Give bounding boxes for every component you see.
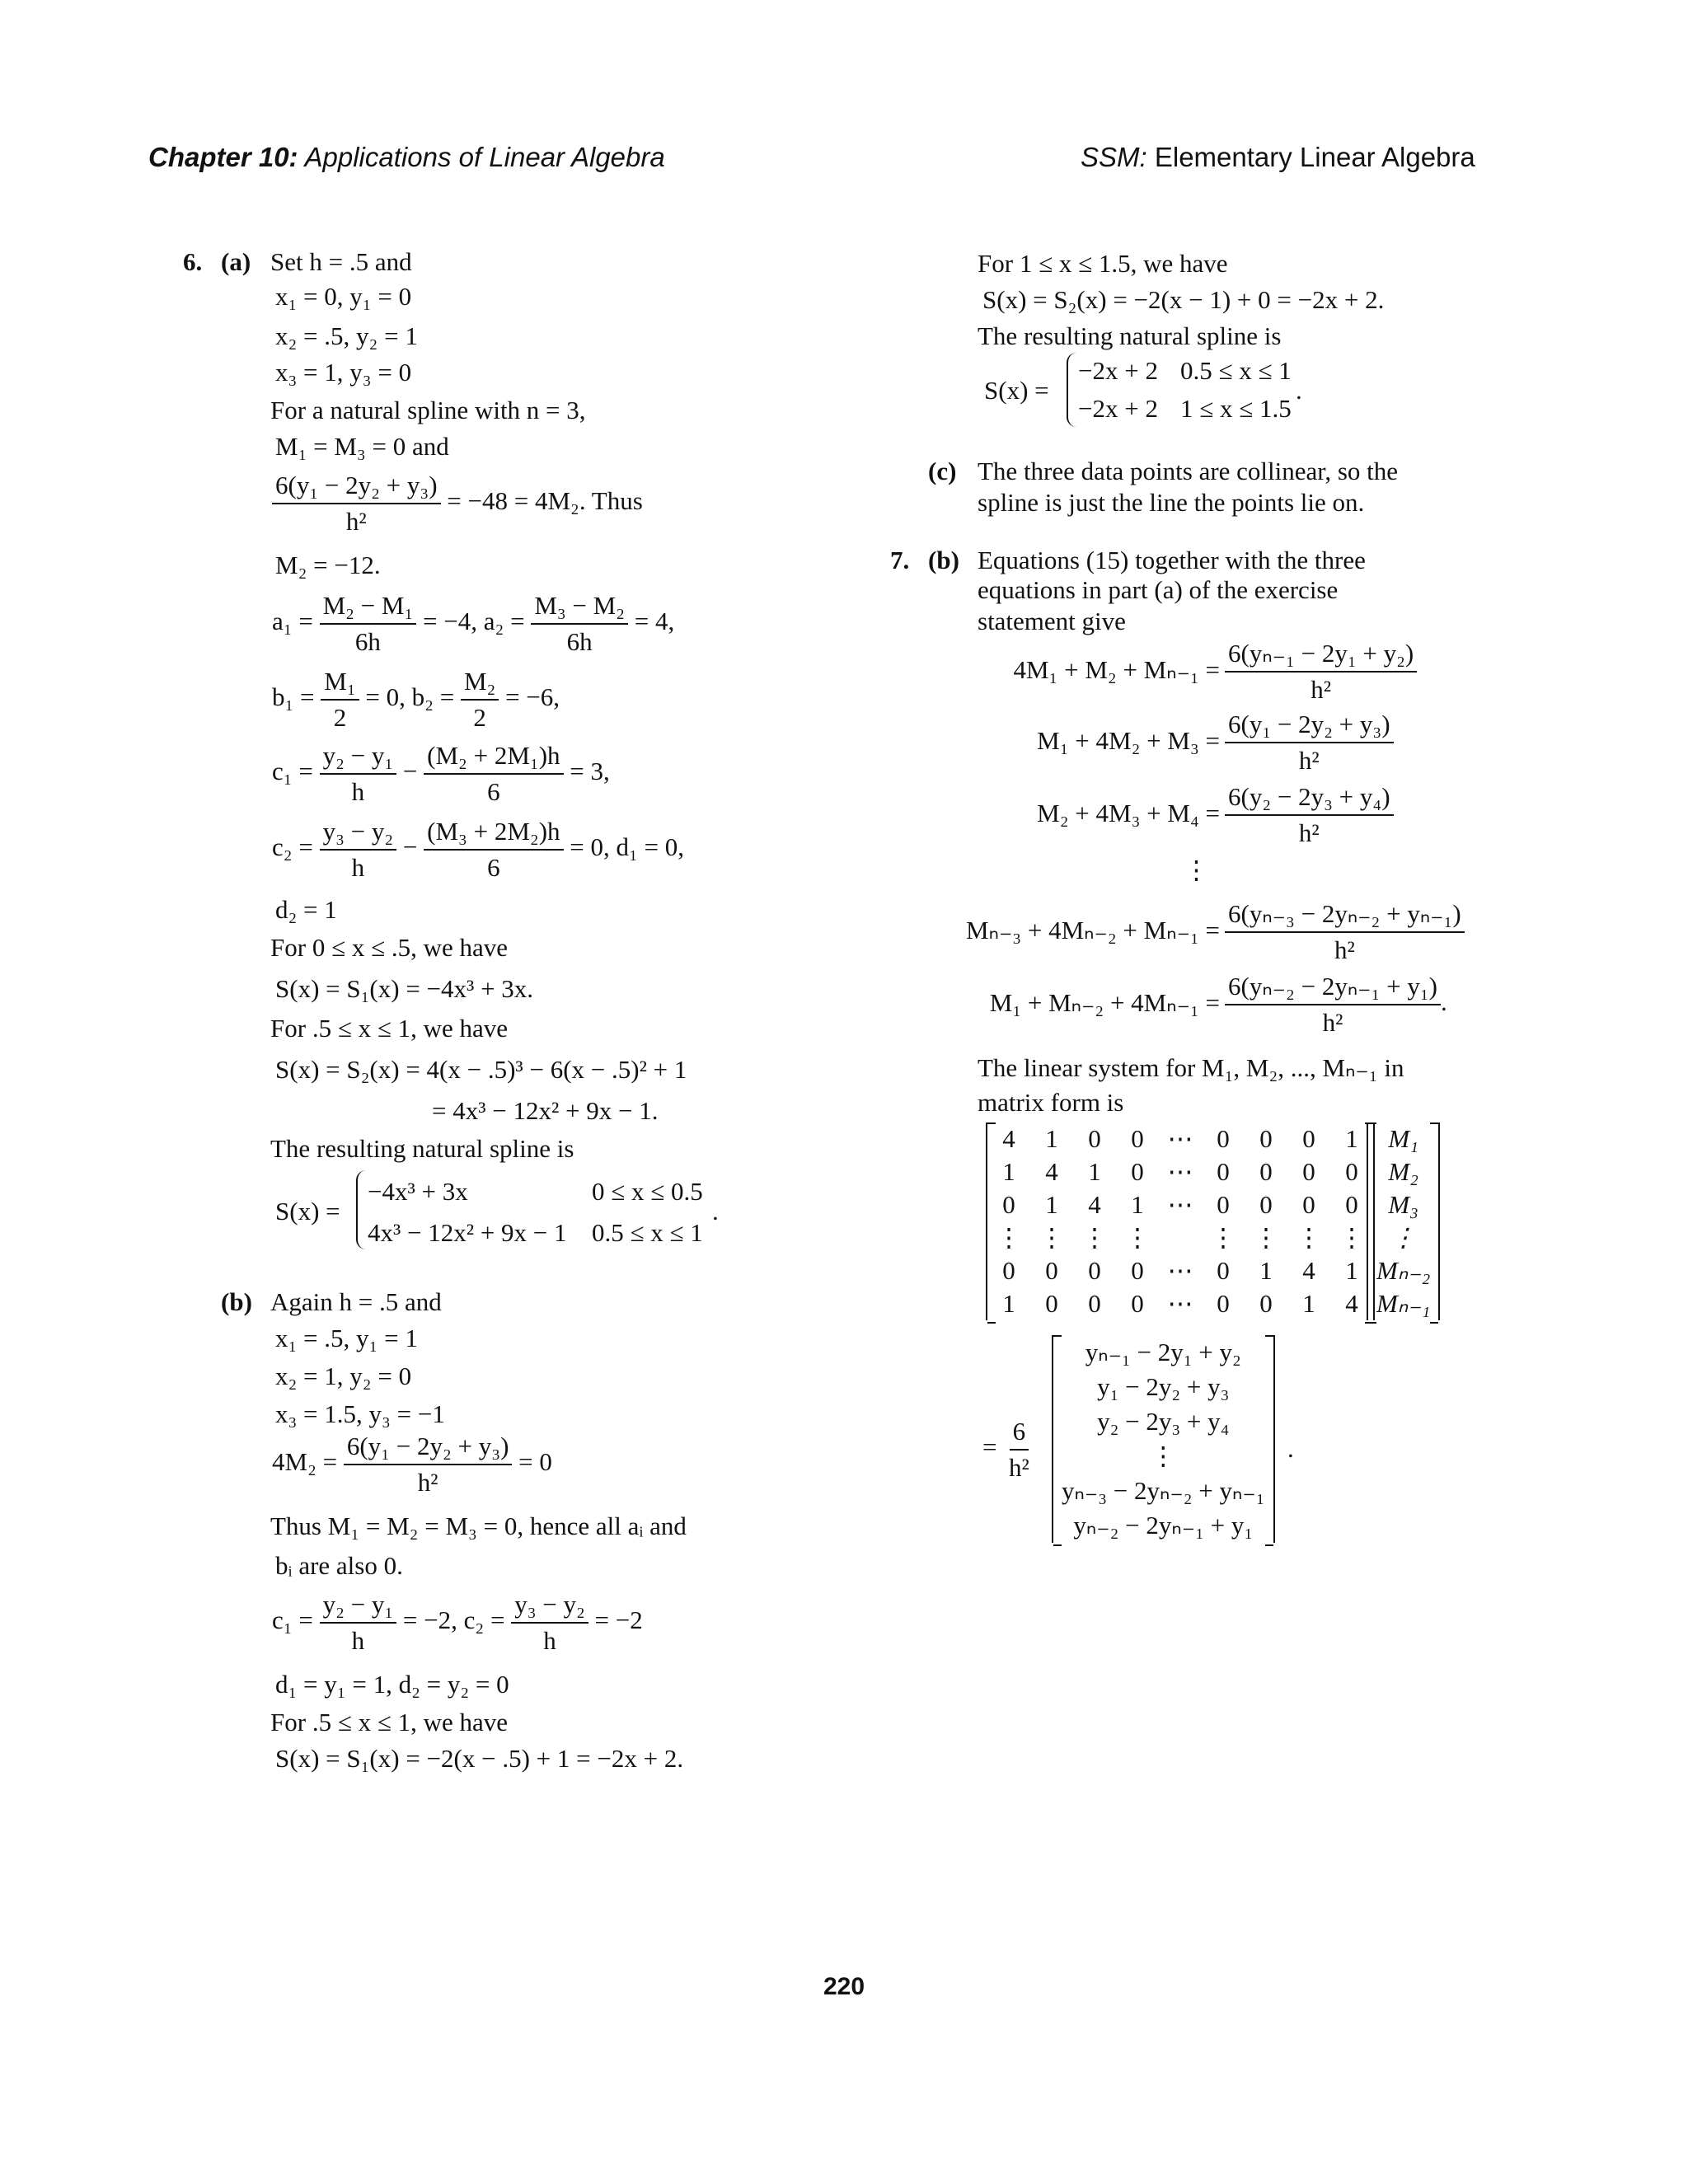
matrix-cell: 1 (1088, 1157, 1101, 1186)
spline-lhs: S(x) = (275, 1197, 340, 1226)
vector-row (1368, 1221, 1438, 1254)
fraction: $\frac{\text{y₂ − y₁}}{h}$ (320, 1589, 397, 1657)
fraction: $\frac{\text{y₂ − y₁}}{h}$ (320, 740, 397, 808)
math-line: d₁ = y₁ = 1, d₂ = y₂ = 0 (275, 1670, 509, 1699)
matrix-cell: ⋮ (1210, 1223, 1236, 1252)
math-line: S(x) = S₂(x) = −2(x − 1) + 0 = −2x + 2. (982, 285, 1385, 314)
matrix-cell: 1 (1002, 1157, 1015, 1186)
text-line: bᵢ are also 0. (275, 1551, 403, 1580)
vector-entry: M₁ (1388, 1124, 1418, 1153)
vector-entry: M₃ (1388, 1190, 1418, 1219)
vector-row (1053, 1335, 1273, 1370)
equation-rhs (1225, 971, 1447, 1038)
vector-row (1053, 1474, 1273, 1508)
unknown-vector-table (1368, 1122, 1438, 1320)
fraction: $\frac{\text{6(y₁ − 2y₂ + y₃)}}{\text{h²}}$ (1225, 709, 1394, 776)
matrix-cell: 4 (1045, 1157, 1058, 1186)
left-column (0, 0, 844, 1896)
chapter-title: Applications of Linear Algebra (298, 142, 665, 172)
fraction: $\frac{6}{\text{h²}}$ (1009, 1417, 1029, 1482)
equation-lhs: 4M₂ = (272, 1447, 338, 1477)
vector-row (1368, 1254, 1438, 1287)
equation-lhs: c₁ = (272, 757, 313, 786)
equation-lhs: c₂ = (272, 832, 313, 862)
matrix-cell: 4 (1088, 1190, 1101, 1219)
math-line: x₂ = 1, y₂ = 0 (275, 1361, 412, 1390)
fraction: $\frac{\text{6(yₙ₋₂ − 2yₙ₋₁ + y₁)}}{\text{h²}}$ (1225, 971, 1441, 1038)
matrix-cell: ⋯ (1167, 1124, 1193, 1153)
text-line: For .5 ≤ x ≤ 1, we have (270, 1014, 509, 1043)
period: . (1287, 1434, 1294, 1463)
equation-line (272, 816, 684, 883)
problem-7-number: 7. (890, 546, 910, 574)
text-line: equations in part (a) of the exercise (978, 575, 1339, 604)
vector-entry: Mₙ₋₂ (1376, 1256, 1431, 1285)
text-line: Again h = .5 and (270, 1287, 442, 1316)
matrix-cell: 0 (1302, 1157, 1315, 1186)
fraction: $\frac{\text{y₃ − y₂}}{h}$ (511, 1589, 588, 1657)
vector-row (1053, 1370, 1273, 1404)
fraction: $\frac{\text{6(yₙ₋₁ − 2y₁ + y₂)}}{\text{h²}}$ (1225, 638, 1417, 705)
matrix-cell: 0 (1088, 1256, 1101, 1285)
matrix-cell: ⋯ (1167, 1157, 1193, 1186)
matrix-cell: ⋮ (1039, 1223, 1065, 1252)
equals-sign: = (982, 1432, 997, 1461)
math-line: M₂ = −12. (275, 551, 381, 579)
spline-piece-expr: −2x + 2 (1078, 356, 1158, 385)
unknown-vector (1367, 1122, 1440, 1320)
equation-line (272, 470, 643, 537)
matrix-cell: ⋮ (1081, 1223, 1108, 1252)
spline-piece-cond: 0.5 ≤ x ≤ 1 (592, 1218, 703, 1247)
matrix-cell: 0 (1259, 1157, 1273, 1186)
vector-entry: y₁ − 2y₂ + y₃ (1097, 1372, 1230, 1401)
matrix-cell: 1 (1045, 1190, 1058, 1219)
equation-line (272, 590, 674, 658)
text-line: matrix form is (978, 1088, 1124, 1117)
text-line: The resulting natural spline is (270, 1134, 574, 1163)
vector-entry: ⋮ (1150, 1441, 1176, 1470)
text-line: For .5 ≤ x ≤ 1, we have (270, 1708, 509, 1736)
equation-tail: = −4, a₂ = (423, 607, 525, 636)
equation-line (272, 740, 610, 808)
matrix-cell: 1 (1259, 1256, 1273, 1285)
part-7b-label: (b) (928, 546, 959, 574)
matrix-cell: 0 (1302, 1124, 1315, 1153)
matrix-cell: 0 (1002, 1190, 1015, 1219)
text-line: Thus M₁ = M₂ = M₃ = 0, hence all aᵢ and (270, 1511, 687, 1540)
matrix-cell: ⋮ (1124, 1223, 1151, 1252)
minus-sign: − (402, 832, 418, 862)
matrix-cell: 1 (1345, 1256, 1358, 1285)
matrix-row (987, 1221, 1373, 1254)
matrix-cell: 0 (1131, 1289, 1144, 1318)
vector-row (1368, 1188, 1438, 1221)
matrix-cell: ⋮ (1339, 1223, 1365, 1252)
matrix-row (987, 1122, 1373, 1155)
math-line: x₁ = 0, y₁ = 0 (275, 282, 412, 311)
math-line: x₃ = 1.5, y₃ = −1 (275, 1399, 445, 1428)
vector-entry: M₂ (1388, 1157, 1418, 1186)
matrix-cell: 0 (1345, 1190, 1358, 1219)
rhs-vector (1052, 1335, 1275, 1543)
matrix-cell: 0 (1217, 1190, 1230, 1219)
vector-entry: yₙ₋₁ − 2y₁ + y₂ (1085, 1338, 1241, 1366)
equation-lhs: M₁ + Mₙ₋₂ + 4Mₙ₋₁ = (989, 988, 1220, 1017)
matrix-row (987, 1254, 1373, 1287)
equation-line (272, 666, 560, 733)
equation-lhs: c₁ = (272, 1605, 313, 1635)
matrix-cell: ⋯ (1167, 1256, 1193, 1285)
matrix-cell: 0 (1259, 1289, 1273, 1318)
matrix-cell: 4 (1002, 1124, 1015, 1153)
vector-entry: Mₙ₋₁ (1376, 1289, 1431, 1318)
matrix-cell: 1 (1045, 1124, 1058, 1153)
equation-tail: = −6, (505, 682, 560, 712)
spline-piece-cond: 1 ≤ x ≤ 1.5 (1180, 394, 1292, 423)
coefficient-matrix (986, 1122, 1375, 1320)
fraction: $\frac{\text{(M₃ + 2M₂)h}}{6}$ (424, 816, 563, 883)
equation-lhs: M₁ + 4M₂ + M₃ = (1037, 726, 1220, 755)
matrix-cell: 0 (1131, 1124, 1144, 1153)
matrix-cell: ⋯ (1167, 1289, 1193, 1318)
vector-entry: yₙ₋₃ − 2yₙ₋₂ + yₙ₋₁ (1062, 1476, 1265, 1505)
equation-lhs: 4M₁ + M₂ + Mₙ₋₁ = (1013, 655, 1220, 684)
spline-piece-expr: −4x³ + 3x (368, 1177, 468, 1206)
vector-row (1368, 1287, 1438, 1320)
text-line: The three data points are collinear, so the (978, 457, 1399, 485)
vector-entry: y₂ − 2y₃ + y₄ (1097, 1407, 1230, 1436)
part-6c-label: (c) (928, 457, 957, 485)
fraction: $\frac{\text{(M₂ + 2M₁)h}}{6}$ (424, 740, 563, 808)
matrix-cell: 1 (1302, 1289, 1315, 1318)
fraction: $\frac{\text{M₂}}{2}$ (461, 666, 499, 733)
matrix-cell: ⋯ (1167, 1190, 1193, 1219)
equation-lhs: b₁ = (272, 682, 315, 712)
equation-rhs (1225, 638, 1417, 705)
matrix-row (987, 1188, 1373, 1221)
equation-lhs: M₂ + 4M₃ + M₄ = (1037, 799, 1220, 827)
vertical-ellipsis: ⋮ (1184, 855, 1209, 884)
spline-piece-expr: 4x³ − 12x² + 9x − 1 (368, 1218, 567, 1247)
matrix-cell: ⋮ (1253, 1223, 1279, 1252)
vector-row (1053, 1404, 1273, 1439)
matrix-cell: 1 (1131, 1190, 1144, 1219)
matrix-cell: 0 (1259, 1124, 1273, 1153)
matrix-cell: 0 (1045, 1289, 1058, 1318)
math-line: x₁ = .5, y₁ = 1 (275, 1324, 418, 1352)
matrix-cell: 0 (1217, 1256, 1230, 1285)
part-6b-label: (b) (221, 1287, 252, 1316)
coefficient-matrix-table (987, 1122, 1373, 1320)
minus-sign: − (402, 757, 418, 786)
period: . (1440, 987, 1447, 1017)
matrix-cell: ⋮ (996, 1223, 1022, 1252)
problem-6-number: 6. (183, 247, 203, 276)
text-line: spline is just the line the points lie on. (978, 488, 1365, 517)
equation-tail: = 0, b₂ = (365, 682, 455, 712)
equation-lhs: a₁ = (272, 607, 313, 636)
math-line: = 4x³ − 12x² + 9x − 1. (432, 1096, 659, 1125)
part-6a-label: (a) (221, 247, 251, 276)
equation-tail: = 0, d₁ = 0, (570, 832, 685, 862)
matrix-cell: 0 (1002, 1256, 1015, 1285)
fraction: $\frac{\text{6(y₁ − 2y₂ + y₃)}}{\text{h²}}$ (344, 1431, 513, 1498)
matrix-cell: 0 (1217, 1157, 1230, 1186)
equation-rhs (1225, 898, 1465, 966)
equation-tail: = 3, (570, 757, 610, 786)
matrix-cell: 0 (1217, 1289, 1230, 1318)
matrix-cell: 4 (1302, 1256, 1315, 1285)
equation-tail: = 0 (518, 1447, 552, 1477)
page-number: 220 (823, 1973, 865, 2000)
matrix-cell: 0 (1345, 1157, 1358, 1186)
period: . (1296, 376, 1302, 405)
book-title: Elementary Linear Algebra (1146, 142, 1475, 172)
vector-entry: ⋮ (1390, 1223, 1417, 1252)
text-line: The resulting natural spline is (978, 321, 1282, 350)
vector-row (1053, 1508, 1273, 1543)
matrix-row (987, 1155, 1373, 1188)
matrix-cell: 0 (1045, 1256, 1058, 1285)
fraction: $\frac{\text{M₃ − M₂}}{6h}$ (531, 590, 628, 658)
equation-tail: = −2, c₂ = (402, 1605, 505, 1635)
matrix-cell: 0 (1088, 1124, 1101, 1153)
vector-row (1368, 1155, 1438, 1188)
vector-row (1053, 1439, 1273, 1474)
matrix-cell: 0 (1088, 1289, 1101, 1318)
matrix-cell: 1 (1002, 1289, 1015, 1318)
matrix-cell: 0 (1131, 1157, 1144, 1186)
right-column (844, 0, 1688, 1896)
matrix-cell: 0 (1259, 1190, 1273, 1219)
vector-entry: yₙ₋₂ − 2yₙ₋₁ + y₁ (1073, 1511, 1254, 1540)
math-line: S(x) = S₁(x) = −4x³ + 3x. (275, 974, 534, 1003)
math-line: d₂ = 1 (275, 895, 337, 924)
equation-tail: = 4, (634, 607, 675, 636)
left-brace (356, 1170, 366, 1249)
rhs-vector-table (1053, 1335, 1273, 1543)
equation-line (272, 1589, 643, 1657)
scalar-fraction (1006, 1416, 1033, 1483)
text-line: For a natural spline with n = 3, (270, 396, 586, 424)
text-line: statement give (978, 607, 1126, 635)
equation-lhs: Mₙ₋₃ + 4Mₙ₋₂ + Mₙ₋₁ = (966, 916, 1220, 944)
spline-lhs: S(x) = (984, 376, 1049, 405)
math-line: S(x) = S₁(x) = −2(x − .5) + 1 = −2x + 2. (275, 1744, 684, 1773)
matrix-cell (1159, 1221, 1202, 1254)
text-line: The linear system for M₁, M₂, ..., Mₙ₋₁ in (978, 1053, 1404, 1082)
spline-piece-cond: 0 ≤ x ≤ 0.5 (592, 1177, 703, 1206)
spline-piece-expr: −2x + 2 (1078, 394, 1158, 423)
period: . (712, 1197, 719, 1226)
matrix-cell: 0 (1131, 1256, 1144, 1285)
equation-line (272, 1431, 552, 1498)
fraction: $\frac{\text{M₂ − M₁}}{6h}$ (320, 590, 417, 658)
fraction: $\frac{\text{6(yₙ₋₃ − 2yₙ₋₂ + yₙ₋₁)}}{\text{h²}}$ (1225, 898, 1465, 966)
fraction: $\frac{\text{M₁}}{2}$ (321, 666, 359, 733)
math-line: x₃ = 1, y₃ = 0 (275, 358, 412, 387)
matrix-row (987, 1287, 1373, 1320)
equation-rhs (1225, 781, 1394, 849)
text-line: For 1 ≤ x ≤ 1.5, we have (978, 249, 1228, 278)
fraction: $\frac{\text{6(y₂ − 2y₃ + y₄)}}{\text{h²}}$ (1225, 781, 1394, 849)
chapter-label: Chapter 10: (148, 142, 298, 172)
text-line: Set h = .5 and (270, 247, 412, 276)
equation-rhs (1225, 709, 1394, 776)
matrix-cell: 0 (1217, 1124, 1230, 1153)
left-brace (1067, 353, 1076, 427)
math-line: x₂ = .5, y₂ = 1 (275, 321, 418, 350)
fraction: $\frac{\text{y₃ − y₂}}{h}$ (320, 816, 397, 883)
text-line: Equations (15) together with the three (978, 546, 1366, 574)
vector-row (1368, 1122, 1438, 1155)
equation-tail: = −48 = 4M₂. Thus (447, 486, 643, 516)
equation-tail: = −2 (594, 1605, 643, 1635)
matrix-cell: 0 (1302, 1190, 1315, 1219)
fraction: $\frac{\text{6(y₁ − 2y₂ + y₃)}}{\text{h²}}$ (272, 470, 441, 537)
matrix-cell: ⋮ (1296, 1223, 1322, 1252)
math-line: S(x) = S₂(x) = 4(x − .5)³ − 6(x − .5)² + 1 (275, 1055, 687, 1084)
text-line: For 0 ≤ x ≤ .5, we have (270, 933, 509, 962)
matrix-cell: 1 (1345, 1124, 1358, 1153)
spline-piece-cond: 0.5 ≤ x ≤ 1 (1180, 356, 1292, 385)
book-label: SSM: (1081, 142, 1147, 172)
matrix-cell: 4 (1345, 1289, 1358, 1318)
math-line: M₁ = M₃ = 0 and (275, 432, 449, 461)
